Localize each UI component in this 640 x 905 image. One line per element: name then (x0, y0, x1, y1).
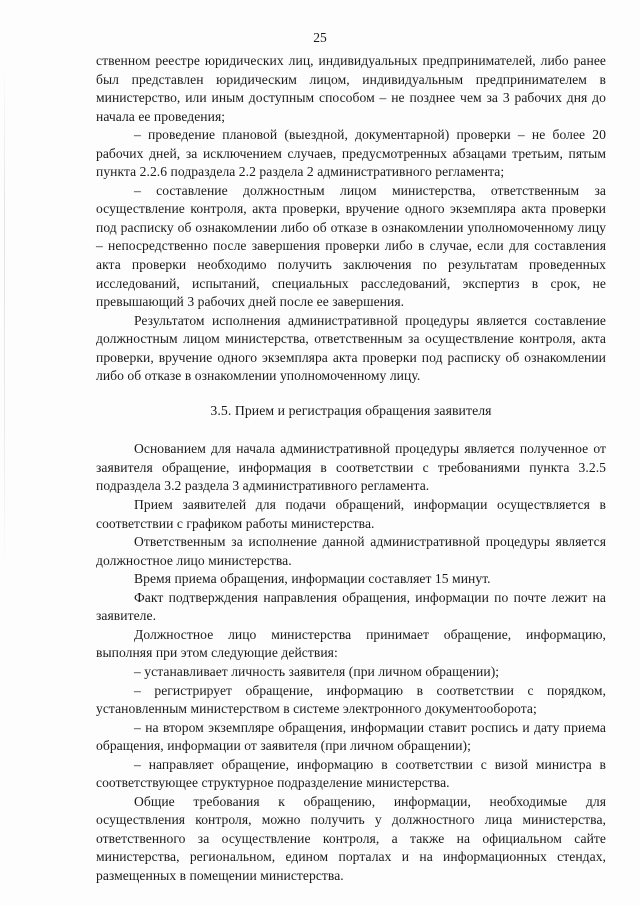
paragraph-list-item: – устанавливает личность заявителя (при личном обращении); (134, 663, 500, 679)
paragraph: Время приема обращения, информации составляет 15 минут. (134, 571, 491, 587)
paragraph-list-item: – на втором экземпляре обращения, информации ставит роспись и дату приема обращения, информации от заявителя (при личном обращении); (96, 719, 606, 754)
paragraph: Факт подтверждения направления обращения, информации по почте лежит на заявителе. (96, 589, 606, 624)
section-heading: 3.5. Прием и регистрация обращения заявителя (210, 402, 492, 418)
paragraph-list-item: – направляет обращение, информацию в соответствии с визой министра в соответствующее структурное подразделение министерства. (96, 756, 606, 791)
paragraph-list-item: – проведение плановой (выездной, документарной) проверки – не более 20 рабочих дней, за исключением случаев, предусмотренных абзацами третьим, пятым пункта 2.2.6 подраздела 2.2 раздела 2 административного регламента; (96, 127, 606, 180)
paragraph-result: Результатом исполнения административной процедуры является составление должностным лицом министерства, ответственным за осуществление контроля, акта проверки, вручение одного экземпляра акта проверки под расписку об ознакомлении либо об отказе в ознакомлении уполномоченному лицу. (96, 312, 606, 384)
paragraph: Основанием для начала административной процедуры является полученное от заявителя обращение, информация в соответствии с требованиями пункта 3.2.5 подраздела 3.2 раздела 3 административного регламента. (96, 441, 606, 494)
page-number: 25 (313, 30, 327, 45)
paragraph-list-item: – составление должностным лицом министерства, ответственным за осуществление контроля, акта проверки, вручение одного экземпляра акта проверки под расписку об ознакомлении либо об отказе в ознакомлении уполномоченному лицу – непосредственно после завершения проверки либо в случае, если для составления акта проверки необходимо получить заключения по результатам проведенных исследований, испытаний, специальных расследований, экспертиз в срок, не превышающий 3 рабочих дней после ее завершения. (96, 182, 606, 310)
scan-edge-shadow (4, 60, 5, 580)
paragraph: Прием заявителей для подачи обращений, информации осуществляется в соответствии с графиком работы министерства. (96, 497, 606, 531)
paragraph: Ответственным за исполнение данной административной процедуры является должностное лицо министерства. (96, 534, 606, 568)
paragraph: Общие требования к обращению, информации, необходимые для осуществления контроля, можно получить у должностного лица министерства, ответственного за осуществление контроля, а также на официальном сайте министерства, региональном, едином порталах и на информационных стендах, размещенных в помещении министерства. (96, 793, 606, 883)
paragraph-list-item: – регистрирует обращение, информацию в соответствии с порядком, установленным министерством в системе электронного документооборота; (96, 682, 606, 717)
paragraph-continuation: ственном реестре юридических лиц, индивидуальных предпринимателей, либо ранее был представлен юридическим лицом, индивидуальным предпринимателем в министерство, или иным доступным способом – не позднее чем за 3 рабочих дня до начала ее проведения; (96, 53, 606, 124)
paragraph: Должностное лицо министерства принимает обращение, информацию, выполняя при этом следующие действия: (96, 626, 606, 661)
document-body (96, 52, 606, 886)
